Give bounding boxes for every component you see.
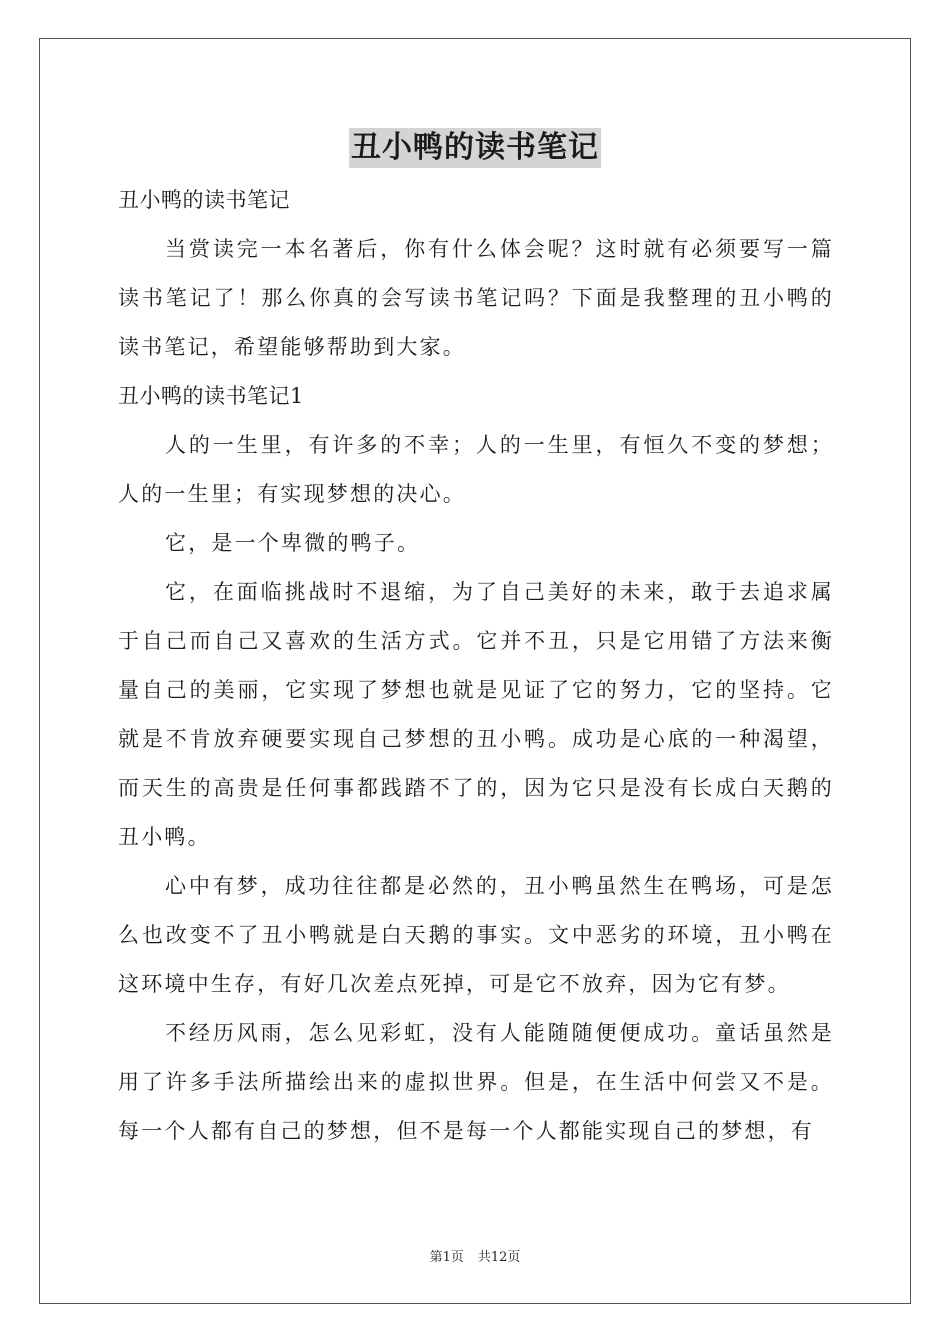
title-container bbox=[0, 128, 950, 168]
document-body bbox=[118, 176, 834, 1156]
body-paragraph: 不经历风雨，怎么见彩虹，没有人能随随便便成功。童话虽然是用了许多手法所描绘出来的虚拟世界。但是，在生活中何尝又不是。每一个人都有自己的梦想，但不是每一个人都能实现自己的梦想，有 bbox=[118, 1021, 834, 1143]
body-paragraph: 人的一生里，有许多的不幸；人的一生里，有恒久不变的梦想；人的一生里；有实现梦想的决心。 bbox=[118, 433, 834, 506]
document-title: 丑小鸭的读书笔记 bbox=[349, 128, 601, 168]
section-heading: 丑小鸭的读书笔记 bbox=[118, 188, 290, 212]
page-footer bbox=[0, 1246, 950, 1265]
body-paragraph: 它，是一个卑微的鸭子。 bbox=[165, 531, 421, 555]
body-paragraph: 它，在面临挑战时不退缩，为了自己美好的未来，敢于去追求属于自己而自己又喜欢的生活方式。它并不丑，只是它用错了方法来衡量自己的美丽，它实现了梦想也就是见证了它的努力，它的坚持。它就是不肯放弃硬要实现自己梦想的丑小鸭。成功是心底的一种渴望，而天生的高贵是任何事都践踏不了的，因为它只是没有长成白天鹅的丑小鸭。 bbox=[118, 580, 834, 849]
page-number: 第1页 bbox=[429, 1250, 464, 1265]
body-paragraph: 当赏读完一本名著后，你有什么体会呢？这时就有必须要写一篇读书笔记了！那么你真的会写读书笔记吗？下面是我整理的丑小鸭的读书笔记，希望能够帮助到大家。 bbox=[118, 237, 834, 359]
section-heading: 丑小鸭的读书笔记1 bbox=[118, 384, 304, 408]
page-total: 共12页 bbox=[477, 1250, 521, 1265]
body-paragraph: 心中有梦，成功往往都是必然的，丑小鸭虽然生在鸭场，可是怎么也改变不了丑小鸭就是白天鹅的事实。文中恶劣的环境，丑小鸭在这环境中生存，有好几次差点死掉，可是它不放弃，因为它有梦。 bbox=[118, 874, 834, 996]
